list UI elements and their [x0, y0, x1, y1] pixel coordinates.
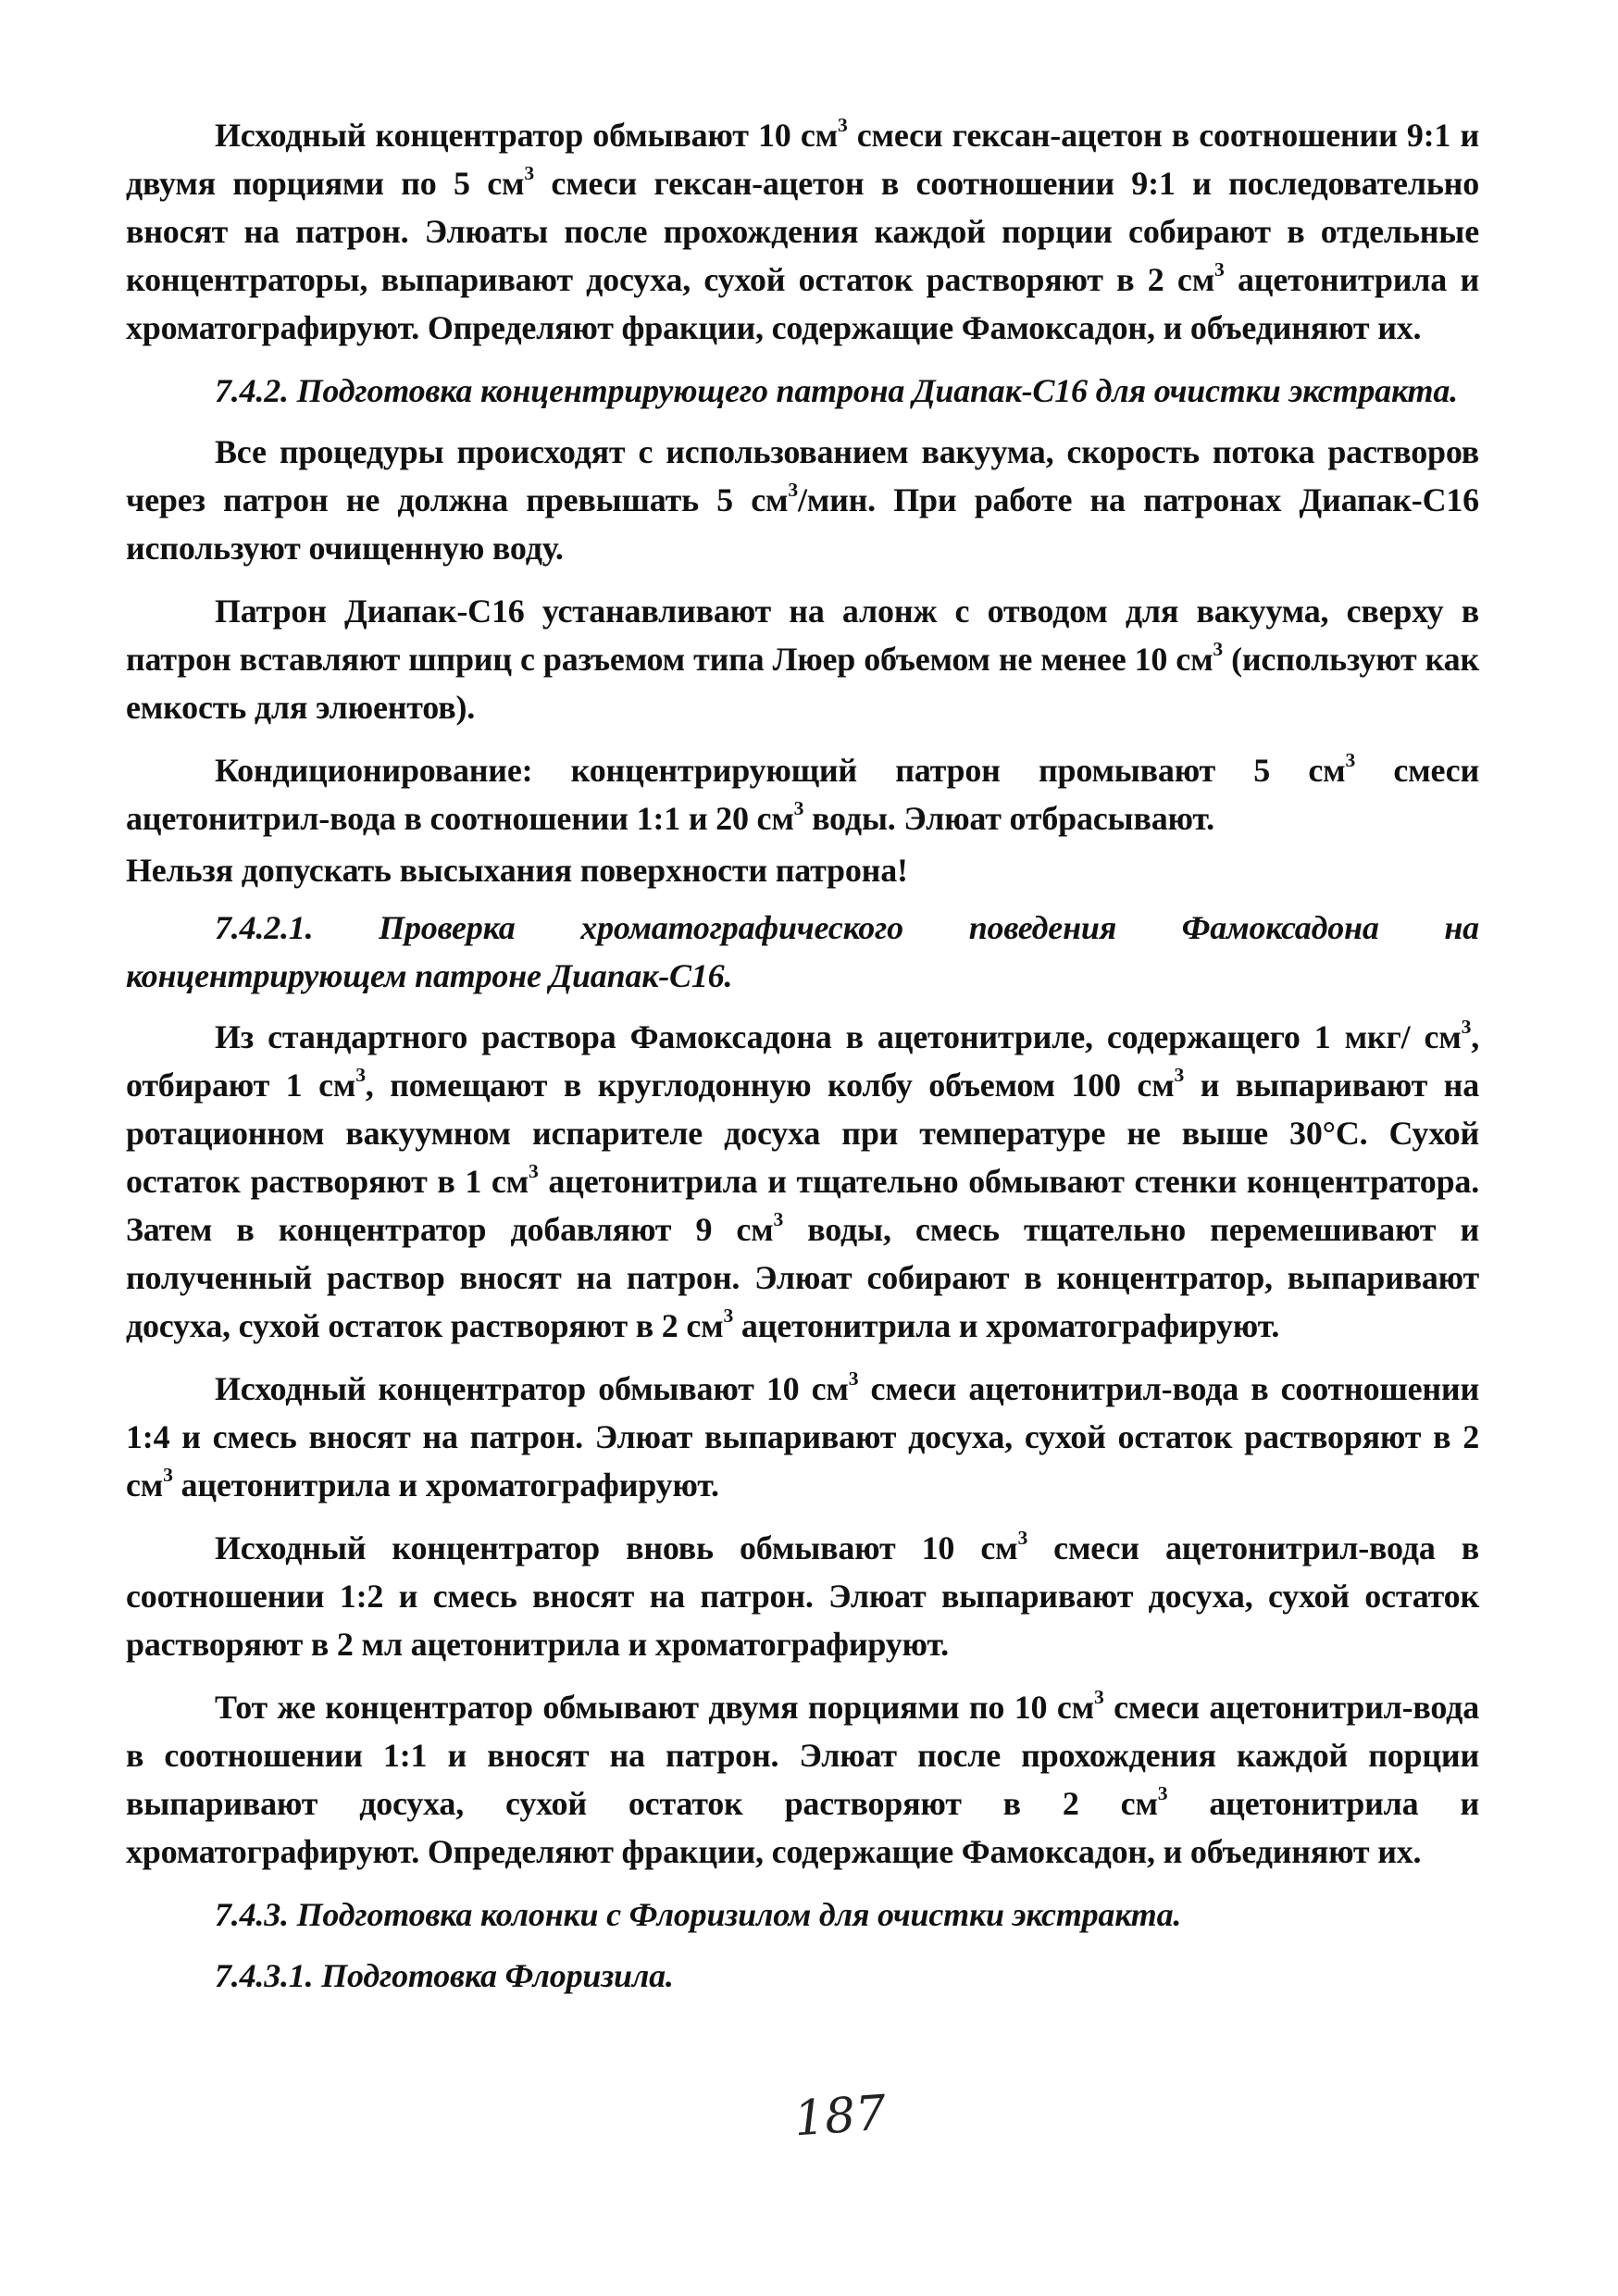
heading-7-4-3-1: 7.4.3.1. Подготовка Флоризила. — [215, 1957, 674, 1994]
warning-line: Нельзя допускать высыхания поверхности патрона! — [126, 852, 908, 889]
paragraph-rinse-1-2: Исходный концентратор вновь обмывают 10 $см^3$ смеси ацетонитрил-вода в соотношении 1:2 и смесь вносят на патрон. Элюат выпаривают досуха, сухой остаток растворяют в 2 мл ацетонитрила и хроматографируют. — [126, 1526, 1479, 1663]
document-body — [126, 111, 1479, 2013]
heading-7-4-3: 7.4.3. Подготовка колонки с Флоризилом для очистки экстракта. — [215, 1896, 1182, 1933]
paragraph-rinse-1-4: Исходный концентратор обмывают 10 $см^3$ смеси ацетонитрил-вода в соотношении 1:4 и смесь вносят на патрон. Элюат выпаривают досуха, сухой остаток растворяют в 2 $см^3$ ацетонитрила и хроматографируют. — [126, 1366, 1479, 1504]
paragraph-cartridge-setup: Патрон Диапак-С16 устанавливают на алонж с отводом для вакуума, сверху в патрон вставляют шприц с разъемом типа Люер объемом не менее 10 $см^3$ (используют как емкость для элюентов). — [126, 593, 1479, 726]
paragraph-vacuum-procedures: Все процедуры происходят с использованием вакуума, скорость потока растворов через патрон не должна превышать 5 $см^3$/мин. При работе на патронах Диапак-С16 используют очищенную воду. — [126, 433, 1479, 567]
paragraph-rinse-hexane: Исходный концентратор обмывают 10 $см^3$ смеси гексан-ацетон в соотношении 9:1 и двумя порциями по 5 $см^3$ смеси гексан-ацетон в соотношении 9:1 и последовательно вносят на патрон. Элюаты после прохождения каждой порции собирают в отдельные концентраторы, выпаривают досуха, сухой остаток растворяют в 2 $см^3$ ацетонитрила и хроматографируют. Определяют фракции, содержащие Фамоксадон, и объединяют их. — [126, 113, 1480, 346]
heading-7-4-2-1: 7.4.2.1. Проверка хроматографического поведения Фамоксадона на концентрирующем патроне Диапак-С16. — [126, 909, 1479, 994]
page-number: 187 — [792, 2085, 889, 2148]
paragraph-rinse-1-1: Тот же концентратор обмывают двумя порциями по 10 $см^3$ смеси ацетонитрил-вода в соотношении 1:1 и вносят на патрон. Элюат после прохождения каждой порции выпаривают досуха, сухой остаток растворяют в 2 $см^3$ ацетонитрила и хроматографируют. Определяют фракции, содержащие Фамоксадон, и объединяют их. — [126, 1685, 1479, 1870]
heading-7-4-2: 7.4.2. Подготовка концентрирующего патрона Диапак-С16 для очистки экстракта. — [215, 372, 1458, 409]
paragraph-conditioning: Кондиционирование: концентрирующий патрон промывают 5 $см^3$ смеси ацетонитрил-вода в соотношении 1:1 и 20 $см^3$ воды. Элюат отбрасывают. — [126, 748, 1479, 837]
paragraph-standard-solution: Из стандартного раствора Фамоксадона в ацетонитриле, содержащего 1 мкг/ $см^3$, отбирают 1 $см^3$, помещают в круглодонную колбу объемом 100 $см^3$ и выпаривают на ротационном вакуумном испарителе досуха при температуре не выше 30°С. Сухой остаток растворяют в 1 $см^3$ ацетонитрила и тщательно обмывают стенки концентратора. Затем в концентратор добавляют 9 $см^3$ воды, смесь тщательно перемешивают и полученный раствор вносят на патрон. Элюат собирают в концентратор, выпаривают досуха, сухой остаток растворяют в 2 $см^3$ ацетонитрила и хроматографируют. — [126, 1015, 1480, 1344]
